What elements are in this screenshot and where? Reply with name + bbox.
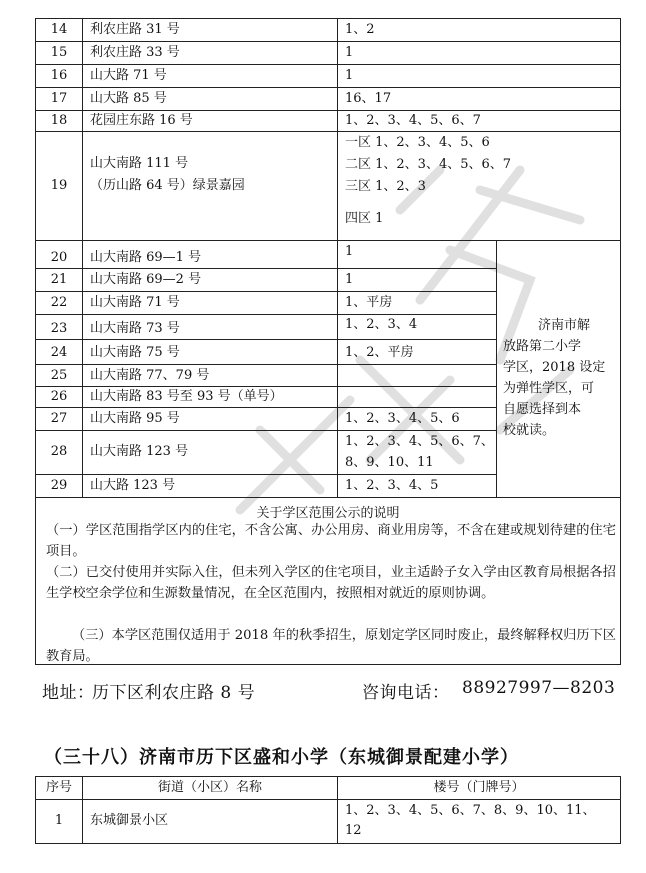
table-row-street: 山大南路 123 号	[90, 444, 189, 459]
table-row-street: 东城御景小区	[90, 813, 169, 828]
table-row-no: 16	[50, 68, 68, 83]
table-row-buildings: 二区 1、2、3、4、5、6、7	[345, 157, 512, 172]
table-row-street: 山大南路 71 号	[90, 295, 180, 310]
table-row-buildings: 16、17	[345, 91, 392, 106]
phone-number: 88927997—8203	[462, 678, 616, 698]
table-row-street: 山大南路 69—2 号	[90, 272, 202, 287]
table-row-buildings: 1、2、3、4、5、6、7、8、9、10、11、	[345, 803, 596, 818]
table-row-no: 24	[50, 345, 68, 360]
table-row-street: 山大南路 73 号	[90, 321, 180, 336]
table-row-buildings: 1	[345, 272, 354, 287]
table-row-no: 1	[54, 813, 64, 828]
table-row-buildings: 8、9、10、11	[345, 455, 434, 470]
table-row-street: 山大南路 83 号至 93 号（单号）	[90, 389, 283, 404]
table-row-no: 18	[50, 113, 68, 128]
table-row-no: 14	[50, 22, 68, 37]
table-row-buildings: 三区 1、2、3	[345, 179, 426, 194]
table-row-no: 19	[50, 178, 68, 193]
table-row-buildings: 1、2、3、4、5、6	[345, 411, 460, 426]
table-row-buildings: 1、2、3、4、5	[345, 478, 439, 493]
table-row-no: 15	[50, 45, 68, 60]
notice-paragraph: （三）本学区范围仅适用于 2018 年的秋季招生，原划定学区同时废止，最终解释权归历下区教育局。	[46, 628, 616, 664]
table-row-street: 利农庄路 33 号	[90, 45, 180, 60]
section-title: （三十八）济南市历下区盛和小学（东城御景配建小学）	[44, 747, 519, 768]
table-row-no: 29	[50, 478, 68, 493]
table-row-buildings: 1、2、3、4、5、6、7	[345, 113, 481, 128]
address: 历下区利农庄路 8 号	[92, 683, 256, 703]
notice-title: 关于学区范围公示的说明	[256, 506, 400, 521]
table-row-buildings: 12	[345, 823, 362, 838]
table-row-buildings: 1	[345, 45, 354, 60]
table-row-buildings: 一区 1、2、3、4、5、6	[345, 135, 490, 150]
table-row-buildings: 1、2	[345, 22, 375, 37]
table-row-buildings: 1、2、3、4、5、6、7、	[345, 434, 494, 449]
phone-label: 咨询电话：	[362, 683, 450, 703]
column-header-no: 序号	[45, 780, 72, 795]
notice-paragraph: （一）学区范围指学区内的住宅，不含公寓、办公用房、商业用房等，不含在建或规划待建的住宅项目。	[46, 523, 616, 559]
table-row-buildings: 四区 1	[345, 211, 384, 226]
table-row-street: 利农庄路 31 号	[90, 22, 180, 37]
table-row-buildings: 1	[345, 244, 354, 259]
address-label: 地址：	[42, 683, 95, 703]
table-row-buildings: 1	[345, 68, 354, 83]
table-row-street: 山大南路 69—1 号	[90, 250, 202, 265]
table-row-no: 27	[50, 411, 68, 426]
table-row-no: 22	[50, 295, 68, 310]
table-row-street: 山大南路 75 号	[90, 345, 180, 360]
table-row-no: 28	[50, 444, 68, 459]
table-row-buildings: 1、平房	[345, 295, 393, 310]
table-row-street: 山大路 123 号	[90, 478, 176, 493]
table-row-street: 山大南路 77、79 号	[90, 368, 210, 383]
table-row-street: 山大路 71 号	[90, 68, 167, 83]
table-row-street: 花园庄东路 16 号	[90, 113, 193, 128]
table-row-buildings: 1、2、3、4	[345, 317, 418, 332]
notice-paragraph: （二）已交付使用并实际入住，但未列入学区的住宅项目，业主适龄子女入学由区教育局根据各招生学校空余学位和生源数量情况，在全区范围内，按照相对就近的原则协调。	[46, 565, 616, 601]
column-header-buildings: 楼号（门牌号）	[433, 780, 525, 795]
table-row-street: （历山路 64 号）绿景嘉园	[90, 178, 245, 193]
table-row-buildings: 1、2、平房	[345, 345, 414, 360]
table-row-street: 山大南路 95 号	[90, 411, 180, 426]
table-row-street: 山大南路 111 号	[90, 156, 189, 171]
table-row-no: 26	[50, 389, 68, 404]
table-row-no: 23	[50, 321, 68, 336]
table-row-street: 山大路 85 号	[90, 91, 167, 106]
table-row-no: 25	[50, 368, 68, 383]
column-header-street: 街道（小区）名称	[157, 780, 262, 795]
table-row-no: 20	[50, 250, 68, 265]
table-row-no: 17	[50, 91, 68, 106]
table-row-no: 21	[50, 272, 68, 287]
